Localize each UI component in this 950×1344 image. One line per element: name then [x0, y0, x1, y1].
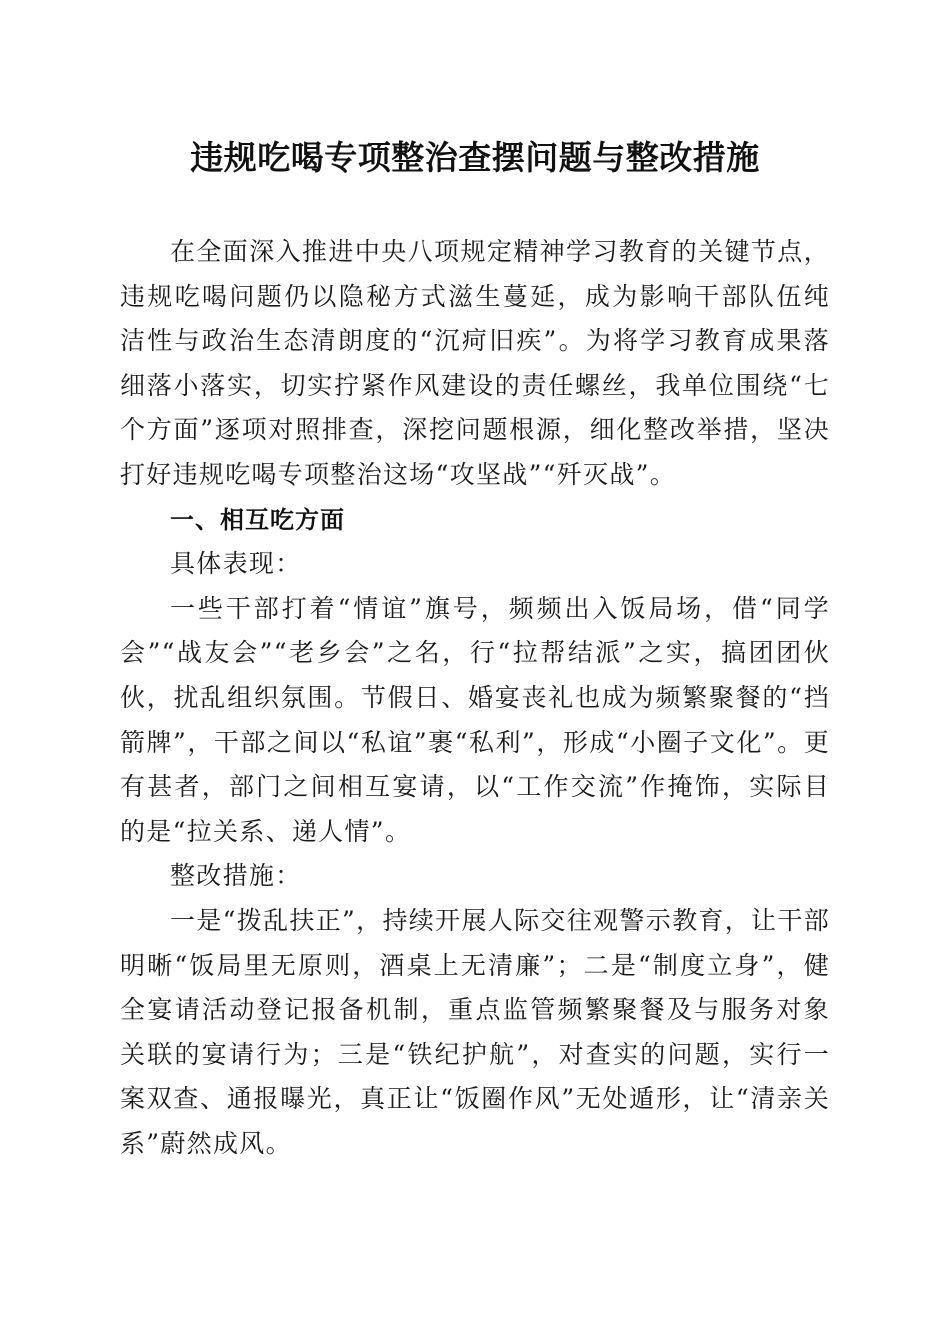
- manifestation-label: 具体表现：: [170, 549, 302, 579]
- intro-paragraph: 在全面深入推进中央八项规定精神学习教育的关键节点，违规吃喝问题仍以隐秘方式滋生蔓延，成为影响干部队伍纯洁性与政治生态清朗度的“沉疴旧疾”。为将学习教育成果落细落小落实，切实拧紧作风建设的责任螺丝，我单位围绕“七个方面”逐项对照排查，深挖问题根源，细化整改举措，坚决打好违规吃喝专项整治这场“攻坚战”“歼灭战”。: [120, 237, 830, 489]
- measures-label: 整改措施：: [170, 861, 302, 891]
- document-body: [120, 230, 830, 1166]
- document-title: 违规吃喝专项整治查摆问题与整改措施: [190, 138, 760, 177]
- section-mutual-dining: [120, 498, 830, 1167]
- manifestation-paragraph: 一些干部打着“情谊”旗号，频频出入饭局场，借“同学会”“战友会”“老乡会”之名，行“拉帮结派”之实，搞团团伙伙，扰乱组织氛围。节假日、婚宴丧礼也成为频繁聚餐的“挡箭牌”，干部之间以“私谊”裹“私利”，形成“小圈子文化”。更有甚者，部门之间相互宴请，以“工作交流”作掩饰，实际目的是“拉关系、递人情”。: [120, 593, 830, 846]
- measures-paragraph: 一是“拨乱扶正”，持续开展人际交往观警示教育，让干部明晰“饭局里无原则，酒桌上无清廉”；二是“制度立身”，健全宴请活动登记报备机制，重点监管频繁聚餐及与服务对象关联的宴请行为；三是“铁纪护航”，对查实的问题，实行一案双查、通报曝光，真正让“饭圈作风”无处遁形，让“清亲关系”蔚然成风。: [120, 905, 830, 1158]
- section-heading: 一、相互吃方面: [170, 505, 345, 534]
